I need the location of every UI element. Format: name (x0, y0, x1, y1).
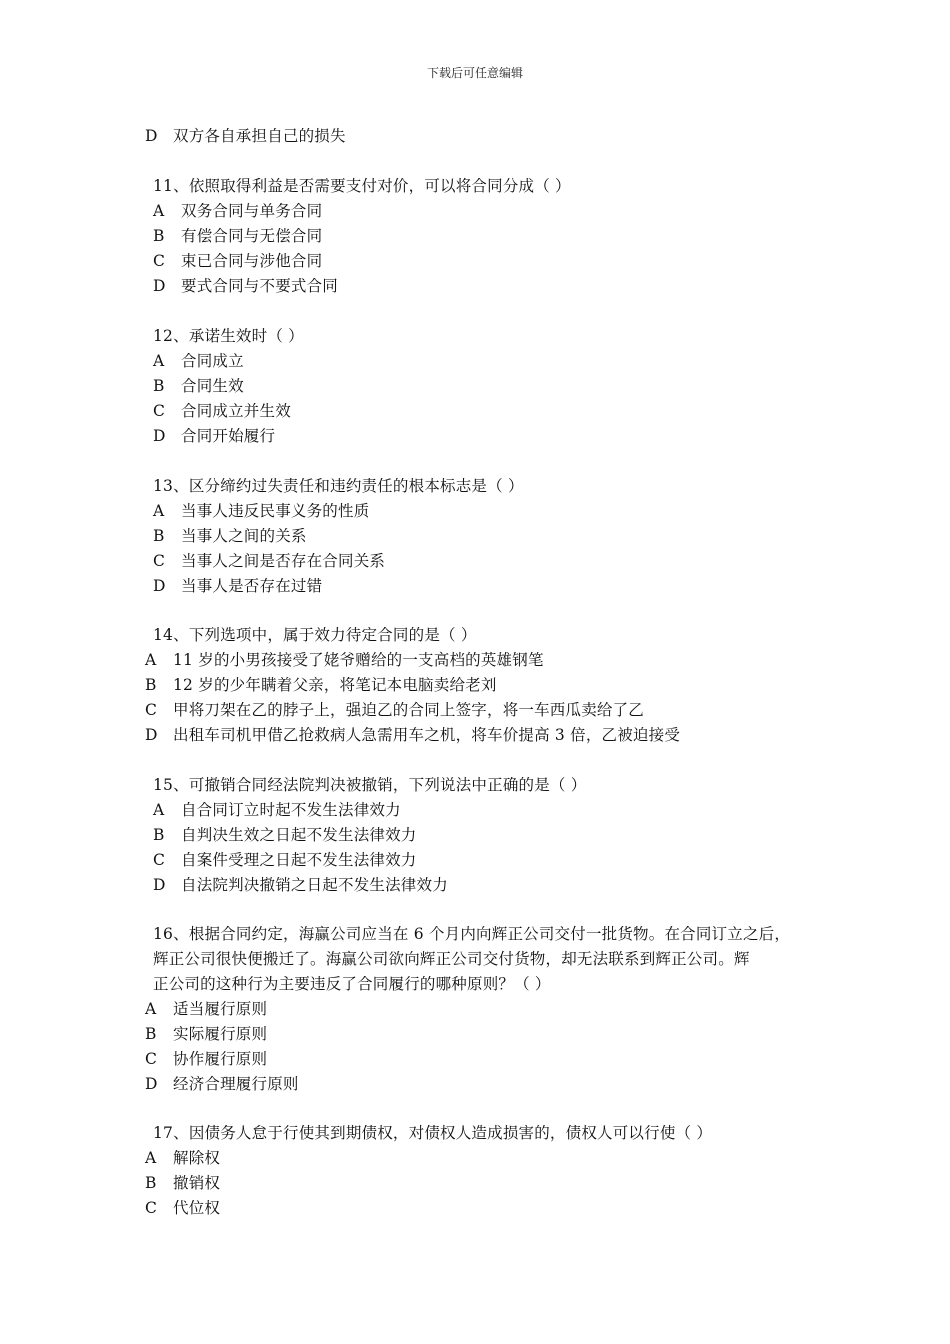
option-text: 合同开始履行 (181, 427, 276, 445)
option-letter: D (153, 876, 166, 894)
option-letter: D (145, 726, 158, 744)
answer-option (153, 374, 244, 399)
answer-option (145, 1072, 299, 1097)
option-text: 合同生效 (181, 377, 244, 395)
option-letter: B (145, 1025, 157, 1043)
question-text: 17、因债务人怠于行使其到期债权，对债权人造成损害的，债权人可以行使（ ） (153, 1124, 713, 1142)
option-letter: C (145, 701, 158, 719)
answer-option (153, 823, 417, 848)
answer-option (153, 349, 244, 374)
option-letter: B (145, 676, 157, 694)
answer-option (145, 1047, 267, 1072)
answer-option (145, 1146, 220, 1171)
option-letter: A (145, 1000, 157, 1018)
option-text: 当事人违反民事义务的性质 (181, 502, 370, 520)
answer-option (145, 673, 497, 698)
page-header: 下载后可任意编辑 (426, 66, 523, 80)
option-text: 双务合同与单务合同 (181, 202, 323, 220)
option-letter: D (153, 577, 166, 595)
answer-option (145, 648, 544, 673)
option-text: 合同成立并生效 (181, 402, 291, 420)
question-text: 14、下列选项中，属于效力待定合同的是（ ） (153, 626, 477, 644)
option-text: 撤销权 (173, 1174, 221, 1192)
answer-option (153, 549, 385, 574)
answer-option (145, 1022, 267, 1047)
answer-option (153, 873, 448, 898)
option-letter: D (145, 127, 158, 145)
question-text: 13、区分缔约过失责任和违约责任的根本标志是（ ） (153, 477, 524, 495)
option-letter: B (153, 527, 165, 545)
option-text: 解除权 (173, 1149, 221, 1167)
option-letter: D (153, 277, 166, 295)
answer-option (153, 499, 369, 524)
question-text: 16、根据合同约定，海赢公司应当在 6 个月内向辉正公司交付一批货物。在合同订立之后， (153, 925, 791, 943)
option-text: 自法院判决撤销之日起不发生法律效力 (181, 876, 448, 894)
option-text: 有偿合同与无偿合同 (181, 227, 323, 245)
option-text: 甲将刀架在乙的脖子上，强迫乙的合同上签字，将一车西瓜卖给了乙 (173, 701, 645, 719)
option-text: 协作履行原则 (173, 1050, 268, 1068)
option-text: 当事人之间的关系 (181, 527, 307, 545)
option-letter: C (153, 252, 166, 270)
answer-option (153, 848, 417, 873)
question-text: 正公司的这种行为主要违反了合同履行的哪种原则？（ ） (153, 975, 551, 993)
answer-option (145, 124, 346, 149)
option-letter: B (153, 227, 165, 245)
option-text: 适当履行原则 (173, 1000, 268, 1018)
answer-option (145, 1196, 220, 1221)
option-letter: D (145, 1075, 158, 1093)
option-text: 当事人之间是否存在合同关系 (181, 552, 386, 570)
option-letter: B (145, 1174, 157, 1192)
question-text: 12、承诺生效时（ ） (153, 327, 304, 345)
answer-option (153, 524, 307, 549)
question-text: 15、可撤销合同经法院判决被撤销，下列说法中正确的是（ ） (153, 776, 587, 794)
answer-option (153, 574, 322, 599)
option-letter: C (145, 1050, 158, 1068)
option-text: 11 岁的小男孩接受了姥爷赠给的一支高档的英雄钢笔 (173, 651, 544, 669)
option-letter: A (153, 352, 165, 370)
option-text: 束已合同与涉他合同 (181, 252, 323, 270)
option-text: 要式合同与不要式合同 (181, 277, 339, 295)
option-letter: C (145, 1199, 158, 1217)
option-letter: A (153, 801, 165, 819)
answer-option (153, 199, 322, 224)
answer-option (153, 424, 275, 449)
option-text: 12 岁的少年瞒着父亲，将笔记本电脑卖给老刘 (173, 676, 497, 694)
option-text: 自合同订立时起不发生法律效力 (181, 801, 401, 819)
answer-option (145, 723, 680, 748)
option-text: 合同成立 (181, 352, 244, 370)
question-text: 辉正公司很快便搬迁了。海赢公司欲向辉正公司交付货物，却无法联系到辉正公司。辉 (153, 950, 750, 968)
option-letter: A (145, 1149, 157, 1167)
option-letter: A (153, 502, 165, 520)
answer-option (153, 249, 322, 274)
option-letter: C (153, 402, 166, 420)
option-text: 自判决生效之日起不发生法律效力 (181, 826, 417, 844)
answer-option (145, 1171, 220, 1196)
option-text: 经济合理履行原则 (173, 1075, 299, 1093)
answer-option (145, 698, 644, 723)
option-letter: C (153, 552, 166, 570)
option-text: 自案件受理之日起不发生法律效力 (181, 851, 417, 869)
option-letter: D (153, 427, 166, 445)
option-text: 代位权 (173, 1199, 221, 1217)
option-text: 双方各自承担自己的损失 (173, 127, 346, 145)
answer-option (153, 224, 322, 249)
option-letter: B (153, 826, 165, 844)
option-text: 实际履行原则 (173, 1025, 268, 1043)
option-letter: B (153, 377, 165, 395)
option-letter: C (153, 851, 166, 869)
option-text: 当事人是否存在过错 (181, 577, 323, 595)
option-letter: A (145, 651, 157, 669)
option-text: 出租车司机甲借乙抢救病人急需用车之机，将车价提高 3 倍，乙被迫接受 (173, 726, 681, 744)
question-text: 11、依照取得利益是否需要支付对价，可以将合同分成（ ） (153, 177, 571, 195)
answer-option (153, 274, 338, 299)
answer-option (153, 798, 401, 823)
answer-option (145, 997, 267, 1022)
option-letter: A (153, 202, 165, 220)
answer-option (153, 399, 291, 424)
